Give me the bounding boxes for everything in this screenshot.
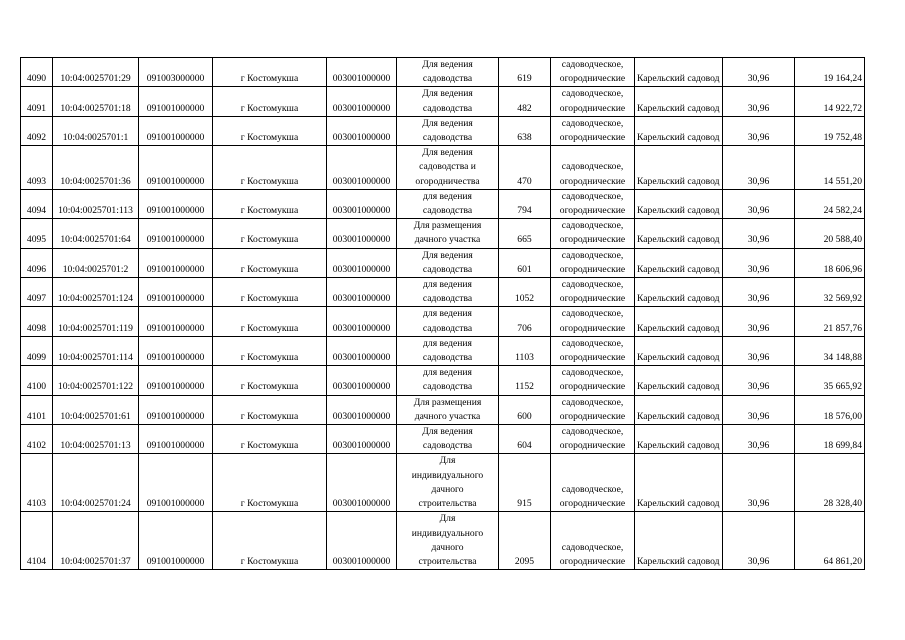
permitted-use-line: садоводства [422,102,473,114]
permitted-use-line: для ведения [423,337,472,349]
permitted-use [397,336,499,365]
land-category-line: огороднические [559,234,626,246]
oktmo-code: 091001000000 [139,116,213,145]
organization-name: Карельский садовод [635,248,723,277]
land-category-line: огороднические [559,498,626,510]
permitted-use-line: для ведения [423,367,472,379]
cadastral-number: 10:04:0025701:37 [53,512,139,570]
cadastral-rate: 30,96 [723,307,795,336]
permitted-use [397,278,499,307]
cadastral-rate: 30,96 [723,395,795,424]
oktmo-code: 091001000000 [139,366,213,395]
permitted-use [397,219,499,248]
land-category-line: огороднические [559,352,626,364]
city-name: г Костомукша [213,248,327,277]
oktmo-code: 091001000000 [139,425,213,454]
area-value: 600 [499,395,551,424]
permitted-use-line: индивидуального [411,527,484,539]
permitted-use [397,116,499,145]
permitted-use [397,146,499,190]
cadastral-number: 10:04:0025701:122 [53,366,139,395]
cadastral-rate: 30,96 [723,219,795,248]
cadastral-rate: 30,96 [723,278,795,307]
zone-code: 003001000000 [327,366,397,395]
oktmo-code: 091001000000 [139,336,213,365]
cadastral-rate: 30,96 [723,87,795,116]
land-category [551,395,635,424]
land-category-line: огороднические [559,555,626,567]
city-name: г Костомукша [213,425,327,454]
permitted-use-line: садоводства [422,352,473,364]
cadastral-value: 32 569,92 [795,278,865,307]
permitted-use-line: Для ведения [422,426,473,438]
area-value: 1103 [499,336,551,365]
record-number: 4092 [21,116,53,145]
oktmo-code: 091003000000 [139,58,213,87]
city-name: г Костомукша [213,512,327,570]
organization-name: Карельский садовод [635,87,723,116]
zone-code: 003001000000 [327,58,397,87]
land-category-line: садоводческое, [561,426,624,438]
permitted-use-line: дачного [431,483,464,495]
zone-code: 003001000000 [327,454,397,512]
cadastral-rate: 30,96 [723,425,795,454]
zone-code: 003001000000 [327,146,397,190]
cadastral-number: 10:04:0025701:113 [53,189,139,218]
permitted-use [397,307,499,336]
permitted-use-line: Для размещения [413,396,482,408]
area-value: 2095 [499,512,551,570]
land-category-line: огороднические [559,263,626,275]
land-category-line: садоводческое, [561,367,624,379]
record-number: 4099 [21,336,53,365]
cadastral-number: 10:04:0025701:119 [53,307,139,336]
permitted-use-line: садоводства [422,205,473,217]
land-category-line: садоводческое, [561,279,624,291]
permitted-use-line: садоводства [422,132,473,144]
oktmo-code: 091001000000 [139,278,213,307]
record-number: 4095 [21,219,53,248]
table-row [21,336,865,365]
permitted-use-line: для ведения [423,308,472,320]
table-row [21,219,865,248]
table-row [21,454,865,512]
land-category-line: садоводческое, [561,117,624,129]
record-number: 4101 [21,395,53,424]
city-name: г Костомукша [213,454,327,512]
zone-code: 003001000000 [327,307,397,336]
permitted-use [397,248,499,277]
cadastral-number: 10:04:0025701:18 [53,87,139,116]
land-category-line: огороднические [559,440,626,452]
permitted-use-line: садоводства [422,263,473,275]
city-name: г Костомукша [213,58,327,87]
organization-name: Карельский садовод [635,454,723,512]
area-value: 638 [499,116,551,145]
record-number: 4091 [21,87,53,116]
record-number: 4100 [21,366,53,395]
permitted-use-line: садоводства [422,440,473,452]
land-category-line: огороднические [559,381,626,393]
permitted-use-line: дачного участка [414,234,481,246]
permitted-use-line: садоводства [422,293,473,305]
cadastral-rate: 30,96 [723,454,795,512]
land-category [551,278,635,307]
cadastral-number: 10:04:0025701:1 [53,116,139,145]
record-number: 4093 [21,146,53,190]
cadastral-value: 14 551,20 [795,146,865,190]
zone-code: 003001000000 [327,512,397,570]
oktmo-code: 091001000000 [139,512,213,570]
permitted-use-line: для ведения [423,190,472,202]
land-category-line: огороднические [559,322,626,334]
area-value: 915 [499,454,551,512]
zone-code: 003001000000 [327,116,397,145]
cadastral-number: 10:04:0025701:2 [53,248,139,277]
permitted-use-line: садоводства [422,73,473,85]
organization-name: Карельский садовод [635,425,723,454]
land-category [551,307,635,336]
record-number: 4102 [21,425,53,454]
organization-name: Карельский садовод [635,219,723,248]
land-category-line: огороднические [559,293,626,305]
land-category [551,189,635,218]
land-category-line: садоводческое, [561,337,624,349]
oktmo-code: 091001000000 [139,189,213,218]
cadastral-number: 10:04:0025701:29 [53,58,139,87]
organization-name: Карельский садовод [635,395,723,424]
city-name: г Костомукша [213,219,327,248]
cadastral-value: 28 328,40 [795,454,865,512]
oktmo-code: 091001000000 [139,219,213,248]
land-category [551,512,635,570]
cadastral-number: 10:04:0025701:114 [53,336,139,365]
table-row [21,87,865,116]
cadastral-rate: 30,96 [723,189,795,218]
city-name: г Костомукша [213,189,327,218]
zone-code: 003001000000 [327,219,397,248]
cadastral-value: 34 148,88 [795,336,865,365]
permitted-use-line: Для [439,455,456,467]
cadastral-rate: 30,96 [723,58,795,87]
cadastral-rate: 30,96 [723,248,795,277]
area-value: 470 [499,146,551,190]
record-number: 4097 [21,278,53,307]
cadastral-value: 18 606,96 [795,248,865,277]
table-row [21,278,865,307]
record-number: 4094 [21,189,53,218]
land-category-line: огороднические [559,175,626,187]
permitted-use [397,366,499,395]
organization-name: Карельский садовод [635,116,723,145]
oktmo-code: 091001000000 [139,146,213,190]
cadastral-number: 10:04:0025701:36 [53,146,139,190]
organization-name: Карельский садовод [635,512,723,570]
record-number: 4104 [21,512,53,570]
cadastral-value: 19 752,48 [795,116,865,145]
area-value: 601 [499,248,551,277]
cadastral-rate: 30,96 [723,336,795,365]
organization-name: Карельский садовод [635,146,723,190]
land-category-line: огороднические [559,102,626,114]
cadastral-number: 10:04:0025701:124 [53,278,139,307]
land-category-line: садоводческое, [561,541,624,553]
cadastral-value: 18 576,00 [795,395,865,424]
land-category-line: садоводческое, [561,396,624,408]
cadastral-value: 19 164,24 [795,58,865,87]
city-name: г Костомукша [213,307,327,336]
cadastral-rate: 30,96 [723,512,795,570]
organization-name: Карельский садовод [635,336,723,365]
record-number: 4098 [21,307,53,336]
permitted-use [397,512,499,570]
permitted-use-line: строительства [418,498,477,510]
land-category-line: огороднические [559,410,626,422]
permitted-use-line: Для размещения [413,220,482,232]
area-value: 665 [499,219,551,248]
oktmo-code: 091001000000 [139,307,213,336]
organization-name: Карельский садовод [635,278,723,307]
cadastral-number: 10:04:0025701:61 [53,395,139,424]
oktmo-code: 091001000000 [139,248,213,277]
land-category [551,87,635,116]
land-category-line: садоводческое, [561,88,624,100]
permitted-use-line: дачного [431,541,464,553]
permitted-use-line: для ведения [423,279,472,291]
land-category-line: садоводческое, [561,308,624,320]
city-name: г Костомукша [213,146,327,190]
record-number: 4103 [21,454,53,512]
land-category-line: огороднические [559,73,626,85]
city-name: г Костомукша [213,336,327,365]
permitted-use-line: Для ведения [422,117,473,129]
table-row [21,146,865,190]
land-category-line: садоводческое, [561,249,624,261]
cadastral-value: 14 922,72 [795,87,865,116]
area-value: 1152 [499,366,551,395]
permitted-use-line: строительства [418,555,477,567]
zone-code: 003001000000 [327,189,397,218]
zone-code: 003001000000 [327,278,397,307]
area-value: 482 [499,87,551,116]
organization-name: Карельский садовод [635,58,723,87]
area-value: 604 [499,425,551,454]
table-row [21,307,865,336]
area-value: 619 [499,58,551,87]
cadastral-value: 21 857,76 [795,307,865,336]
permitted-use-line: Для ведения [422,147,473,159]
record-number: 4096 [21,248,53,277]
table-body [21,58,865,570]
permitted-use [397,58,499,87]
table-row [21,116,865,145]
cadastral-value: 24 582,24 [795,189,865,218]
land-category [551,454,635,512]
land-register-table [20,57,865,570]
cadastral-number: 10:04:0025701:13 [53,425,139,454]
table-row [21,58,865,87]
permitted-use-line: Для ведения [422,88,473,100]
permitted-use [397,454,499,512]
table-row [21,395,865,424]
land-category [551,336,635,365]
city-name: г Костомукша [213,116,327,145]
land-category [551,248,635,277]
cadastral-rate: 30,96 [723,366,795,395]
cadastral-number: 10:04:0025701:24 [53,454,139,512]
land-category [551,116,635,145]
land-category [551,146,635,190]
table-row [21,189,865,218]
permitted-use-line: индивидуального [411,469,484,481]
city-name: г Костомукша [213,395,327,424]
city-name: г Костомукша [213,278,327,307]
permitted-use-line: Для ведения [422,59,473,70]
zone-code: 003001000000 [327,425,397,454]
area-value: 1052 [499,278,551,307]
oktmo-code: 091001000000 [139,454,213,512]
zone-code: 003001000000 [327,395,397,424]
permitted-use-line: Для ведения [422,249,473,261]
land-category-line: садоводческое, [561,483,624,495]
zone-code: 003001000000 [327,248,397,277]
land-category-line: садоводческое, [561,161,624,173]
table-row [21,366,865,395]
cadastral-rate: 30,96 [723,146,795,190]
area-value: 706 [499,307,551,336]
zone-code: 003001000000 [327,336,397,365]
permitted-use-line: садоводства [422,322,473,334]
organization-name: Карельский садовод [635,189,723,218]
land-category-line: огороднические [559,205,626,217]
oktmo-code: 091001000000 [139,395,213,424]
organization-name: Карельский садовод [635,366,723,395]
organization-name: Карельский садовод [635,307,723,336]
land-category-line: садоводческое, [561,59,624,70]
table-row [21,512,865,570]
land-category [551,366,635,395]
cadastral-value: 64 861,20 [795,512,865,570]
cadastral-number: 10:04:0025701:64 [53,219,139,248]
permitted-use-line: огородничества [415,175,480,187]
land-category [551,58,635,87]
permitted-use [397,189,499,218]
land-category [551,219,635,248]
permitted-use-line: Для [439,513,456,525]
permitted-use [397,87,499,116]
permitted-use [397,395,499,424]
table-row [21,425,865,454]
land-category-line: садоводческое, [561,190,624,202]
land-category-line: огороднические [559,132,626,144]
permitted-use-line: садоводства [422,381,473,393]
zone-code: 003001000000 [327,87,397,116]
city-name: г Костомукша [213,366,327,395]
city-name: г Костомукша [213,87,327,116]
oktmo-code: 091001000000 [139,87,213,116]
cadastral-rate: 30,96 [723,116,795,145]
permitted-use-line: дачного участка [414,410,481,422]
land-category-line: садоводческое, [561,220,624,232]
area-value: 794 [499,189,551,218]
land-category [551,425,635,454]
cadastral-value: 20 588,40 [795,219,865,248]
cadastral-value: 35 665,92 [795,366,865,395]
cadastral-value: 18 699,84 [795,425,865,454]
record-number: 4090 [21,58,53,87]
permitted-use [397,425,499,454]
table-row [21,248,865,277]
permitted-use-line: садоводства и [419,161,476,173]
